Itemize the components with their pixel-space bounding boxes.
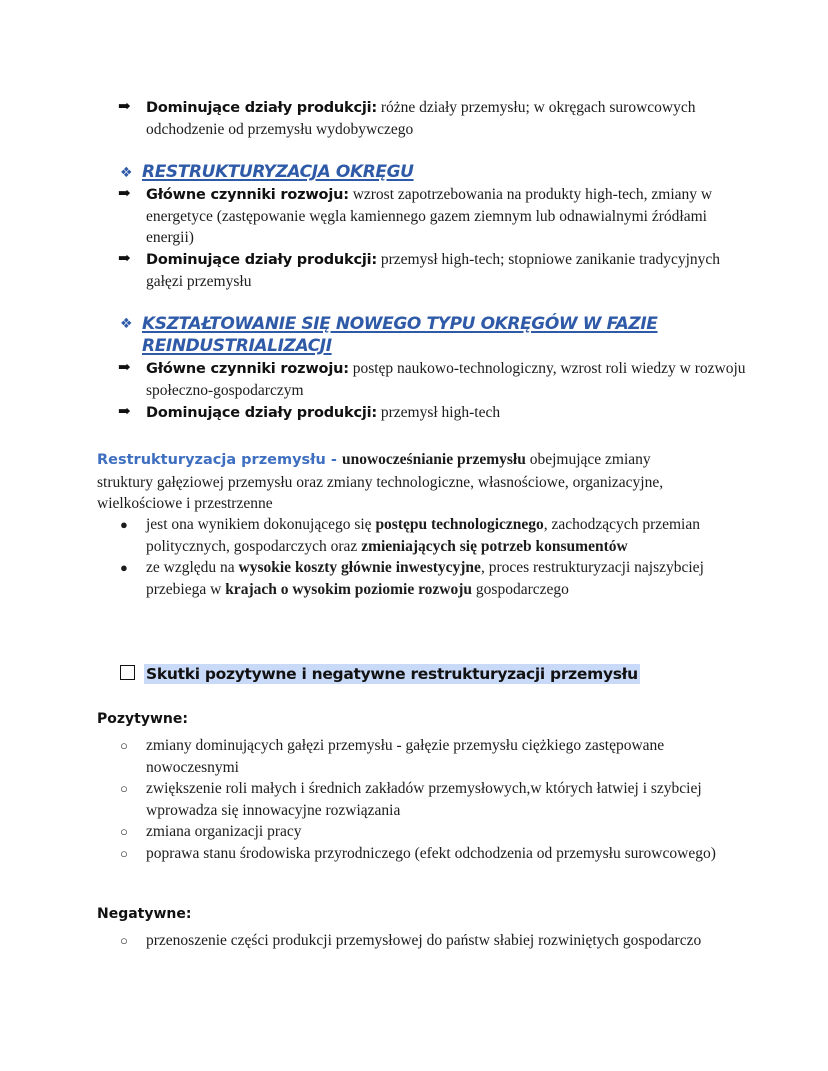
list-item: ○ przenoszenie części produkcji przemysłowej do państw słabiej rozwiniętych gospodarczo — [120, 930, 740, 952]
dominujace-label: Dominujące działy produkcji: — [146, 405, 377, 421]
bullet-circle-icon: ○ — [120, 824, 128, 839]
heading-restrukturyzacja-okregu: ❖ RESTRUKTURYZACJA OKRĘGU — [120, 162, 414, 182]
negatywne-list — [120, 930, 740, 952]
definition-rest: obejmujące zmiany struktury gałęziowej przemysłu oraz zmiany technologiczne, własnościowe, organizacyjne, wielkościowe i przestrzenne — [97, 451, 664, 512]
bullet-circle-icon: ○ — [120, 933, 128, 948]
block2-czynniki-row — [118, 184, 758, 248]
list-item: ○ zmiana organizacji pracy — [120, 821, 740, 843]
dominujace-label: Dominujące działy produkcji: — [146, 100, 377, 116]
bullet-dot-icon: ● — [120, 560, 128, 575]
negatywne-label: Negatywne: — [97, 906, 192, 922]
heading-ksztaltowanie: ❖ KSZTAŁTOWANIE SIĘ NOWEGO TYPU OKRĘGÓW W FAZIE REINDUSTRIALIZACJI — [120, 314, 658, 356]
arrow-icon: ➡ — [118, 186, 131, 202]
arrow-icon: ➡ — [118, 251, 131, 267]
dominujace-text: przemysł high-tech; stopniowe zanikanie tradycyjnych gałęzi przemysłu — [146, 251, 721, 290]
block3-dominujace-row — [118, 402, 758, 424]
diamond-icon: ❖ — [120, 316, 133, 332]
arrow-icon: ➡ — [118, 404, 131, 420]
dominujace-text: różne działy przemysłu; w okręgach surowcowych odchodzenie od przemysłu wydobywczego — [146, 99, 696, 138]
definition-bold: unowocześnianie przemysłu — [341, 451, 526, 468]
pozytywne-label: Pozytywne: — [97, 711, 188, 727]
dominujace-label: Dominujące działy produkcji: — [146, 252, 377, 268]
checkbox-icon — [120, 665, 135, 680]
bullet-circle-icon: ○ — [120, 845, 128, 861]
list-item: ● jest ona wynikiem dokonującego się postępu technologicznego, zachodzących przemian politycznych, gospodarczych oraz zmieniających się potrzeb konsumentów — [120, 516, 700, 555]
pozytywne-list — [120, 735, 740, 864]
block3-czynniki-row — [118, 358, 758, 401]
czynniki-text: wzrost zapotrzebowania na produkty high-tech, zmiany w energetyce (zastępowanie węgla kamiennego gazem ziemnym lub odnawialnymi źródłami energii) — [146, 186, 713, 246]
block1-dominujace-row — [118, 97, 758, 140]
block2-dominujace-row — [118, 249, 758, 292]
bullet-circle-icon: ○ — [120, 781, 128, 796]
czynniki-label: Główne czynniki rozwoju: — [146, 187, 349, 203]
list-item: ○ zwiększenie roli małych i średnich zakładów przemysłowych,w których łatwiej i szybciej wprowadza się innowacyjne rozwiązania — [120, 780, 702, 819]
list-item: ○ poprawa stanu środowiska przyrodniczego (efekt odchodzenia od przemysłu surowcowego) — [120, 843, 740, 865]
list-item: ● ze względu na wysokie koszty głównie inwestycyjne, proces restrukturyzacji najszybciej przebiega w krajach o wysokim poziomie rozwoju gospodarczego — [120, 559, 704, 598]
section-title: Skutki pozytywne i negatywne restrukturyzacji przemysłu — [120, 665, 640, 683]
list-item: ○ zmiany dominujących gałęzi przemysłu - gałęzie przemysłu ciężkiego zastępowane nowoczesnymi — [120, 737, 665, 776]
arrow-icon: ➡ — [118, 99, 131, 115]
definition-term: Restrukturyzacja przemysłu — [97, 452, 326, 468]
czynniki-text: postęp naukowo-technologiczny, wzrost roli wiedzy w rozwoju społeczno-gospodarczym — [146, 360, 746, 399]
definition-paragraph: Restrukturyzacja przemysłu - unowocześnianie przemysłu obejmujące zmiany struktury gałęziowej przemysłu oraz zmiany technologiczne, własnościowe, organizacyjne, wielkościowe i przestrzenne — [97, 451, 664, 512]
arrow-icon: ➡ — [118, 360, 131, 376]
bullet-circle-icon: ○ — [120, 738, 128, 753]
diamond-icon: ❖ — [120, 165, 133, 181]
definition-bullets — [120, 514, 735, 600]
bullet-dot-icon: ● — [120, 517, 128, 532]
dominujace-text: przemysł high-tech — [380, 404, 501, 421]
czynniki-label: Główne czynniki rozwoju: — [146, 361, 349, 377]
